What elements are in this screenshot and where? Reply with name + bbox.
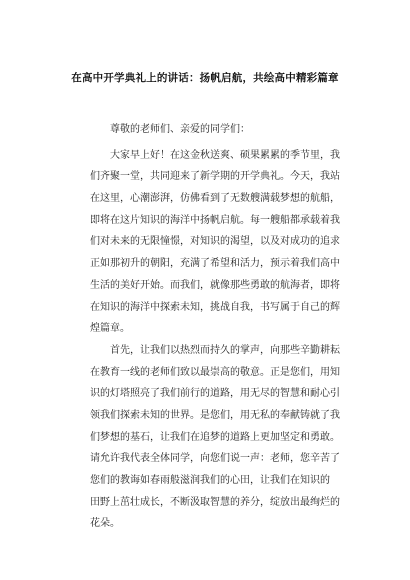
paragraph-1-line-8: 在知识的海洋中探索未知，挑战自我，书写属于自己的辉 [90, 301, 340, 313]
paragraph-2-line-2: 在教育一线的老师们致以最崇高的敬意。正是您们，用知 [90, 366, 340, 378]
paragraph-1-line-1: 大家早上好！在这金秋送爽、硕果累累的季节里，我 [110, 149, 340, 161]
paragraph-2-line-8: 田野上茁壮成长，不断汲取智慧的养分，绽放出最绚烂的 [90, 496, 340, 508]
paragraph-1-line-7: 生活的美好开始。而我们，就像那些勇敢的航海者，即将 [90, 279, 340, 291]
paragraph-1-line-3: 在这里，心潮澎湃，仿佛看到了无数艘满载梦想的航船， [90, 193, 340, 205]
document-title: 在高中开学典礼上的讲话：扬帆启航，共绘高中精彩篇章 [71, 72, 339, 84]
paragraph-2-line-6: 请允许我代表全体同学，向您们说一声：老师，您辛苦了 [90, 453, 340, 465]
paragraph-2-line-4: 领我们探索未知的世界。是您们，用无私的奉献铸就了我 [90, 409, 340, 421]
document-body [90, 119, 340, 535]
paragraph-2-line-5: 们梦想的基石，让我们在追梦的道路上更加坚定和勇敢。 [90, 431, 340, 443]
paragraph-1-line-5: 们对未来的无限憧憬，对知识的渴望，以及对成功的追求 [90, 236, 340, 248]
paragraph-2-line-7: 您们的教诲如春雨般滋润我们的心田，让我们在知识的 [90, 475, 330, 486]
paragraph-1-line-9: 煌篇章。 [90, 323, 130, 335]
paragraph-1-line-4: 即将在这片知识的海洋中扬帆启航。每一艘船都承载着我 [90, 214, 340, 226]
paragraph-1-line-6: 正如那初升的朝阳，充满了希望和活力，预示着我们高中 [90, 258, 340, 270]
paragraph-1-line-2: 们齐聚一堂，共同迎来了新学期的开学典礼。今天，我站 [90, 171, 340, 183]
paragraph-2-line-3: 识的灯塔照亮了我们前行的道路，用无尽的智慧和耐心引 [90, 388, 340, 400]
salutation: 尊敬的老师们、亲爱的同学们： [110, 124, 250, 135]
paragraph-2-line-9: 花朵。 [90, 518, 120, 530]
paragraph-2-line-1: 首先，让我们以热烈而持久的掌声，向那些辛勤耕耘 [110, 344, 340, 356]
